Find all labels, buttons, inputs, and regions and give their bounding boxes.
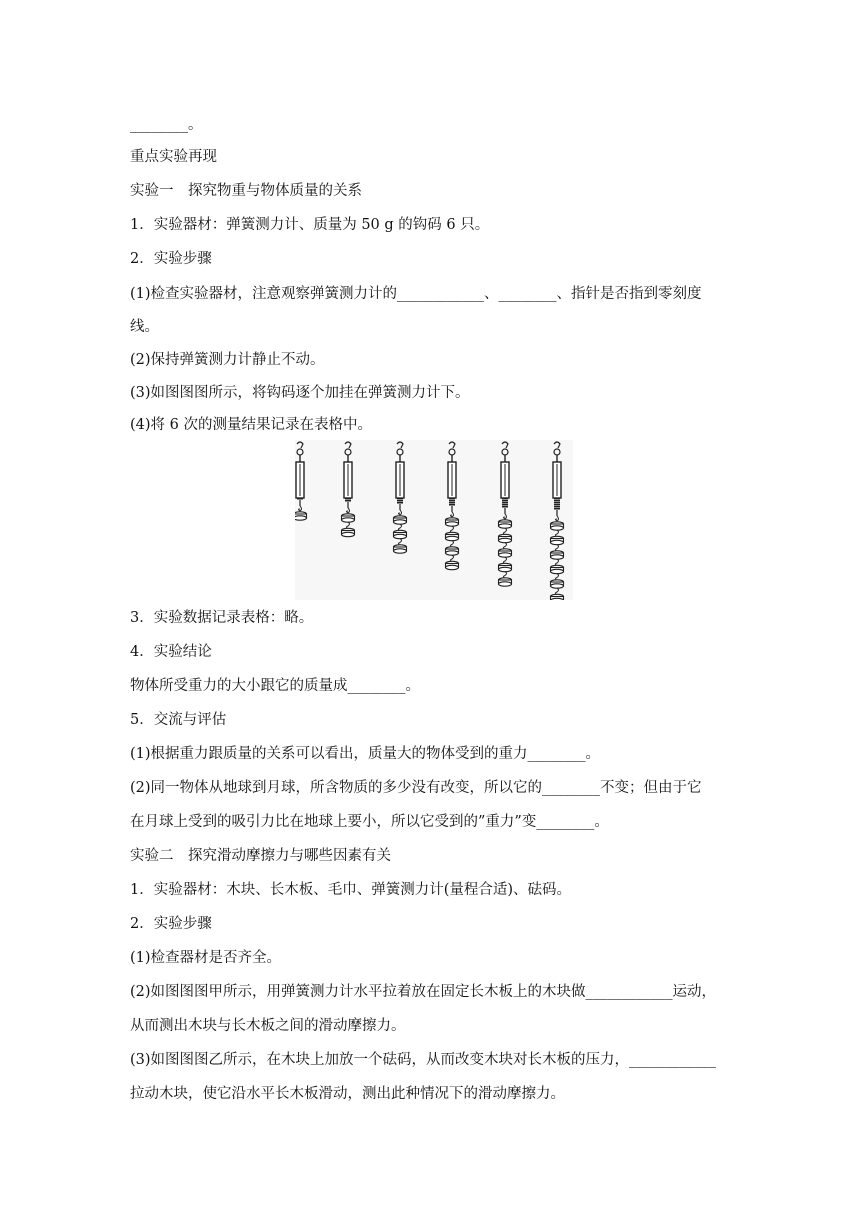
spring-scale-3 (394, 442, 407, 553)
experiment-one-title: 实验一 探究物重与物体质量的关系 (130, 183, 362, 199)
data-table-line: 3．实验数据记录表格：略。 (130, 610, 314, 626)
evaluation-2-continued: 在月球上受到的吸引力比在地球上要小，所以它受到的”重力”变________。 (130, 814, 609, 830)
experiment-two-title: 实验二 探究滑动摩擦力与哪些因素有关 (130, 848, 391, 864)
spring-scale-5 (499, 442, 512, 586)
step-2-2-continued: 从而测出木块与长木板之间的滑动摩擦力。 (130, 1018, 406, 1034)
evaluation-1-line: (1)根据重力跟质量的关系可以看出，质量大的物体受到的重力________。 (130, 746, 601, 762)
steps-2-heading: 2．实验步骤 (130, 916, 212, 932)
steps-heading: 2．实验步骤 (130, 251, 212, 267)
spring-scale-1 (295, 442, 307, 520)
step-1-continued: 线。 (130, 319, 159, 335)
step-1-line: (1)检查实验器材，注意观察弹簧测力计的____________、________、指针是否指到零刻度 (130, 286, 702, 302)
equipment-line: 1．实验器材：弹簧测力计、质量为 50 g 的钩码 6 只。 (130, 217, 490, 233)
spring-scale-with-weights-icon (295, 440, 573, 600)
conclusion-line: 物体所受重力的大小跟它的质量成________。 (130, 678, 420, 694)
spring-scale-2 (342, 442, 355, 537)
blank-line-top: ________。 (130, 117, 203, 133)
section-heading: 重点实验再现 (130, 149, 217, 165)
step-2-2-line: (2)如图图图甲所示，用弹簧测力计水平拉着放在固定长木板上的木块做____________运动， (130, 984, 717, 1000)
spring-scale-6 (551, 442, 564, 600)
step-2-1-line: (1)检查器材是否齐全。 (130, 950, 282, 966)
evaluation-2-line: (2)同一物体从地球到月球，所含物质的多少没有改变，所以它的________不变；但由于它 (130, 780, 702, 796)
evaluation-heading: 5．交流与评估 (130, 712, 227, 728)
step-2-line: (2)保持弹簧测力计静止不动。 (130, 352, 325, 368)
spring-scale-4 (446, 442, 459, 570)
step-2-3-line: (3)如图图图乙所示，在木块上加放一个砝码，从而改变木块对长木板的压力，____________ (130, 1052, 717, 1068)
conclusion-heading: 4．实验结论 (130, 644, 212, 660)
step-2-3-continued: 拉动木块，使它沿水平长木板滑动，测出此种情况下的滑动摩擦力。 (130, 1086, 565, 1102)
step-4-line: (4)将 6 次的测量结果记录在表格中。 (130, 417, 372, 433)
equipment-2-line: 1．实验器材：木块、长木板、毛巾、弹簧测力计(量程合适)、砝码。 (130, 882, 572, 898)
step-3-line: (3)如图图图所示，将钩码逐个加挂在弹簧测力计下。 (130, 385, 470, 401)
spring-scale-figure (295, 440, 573, 600)
